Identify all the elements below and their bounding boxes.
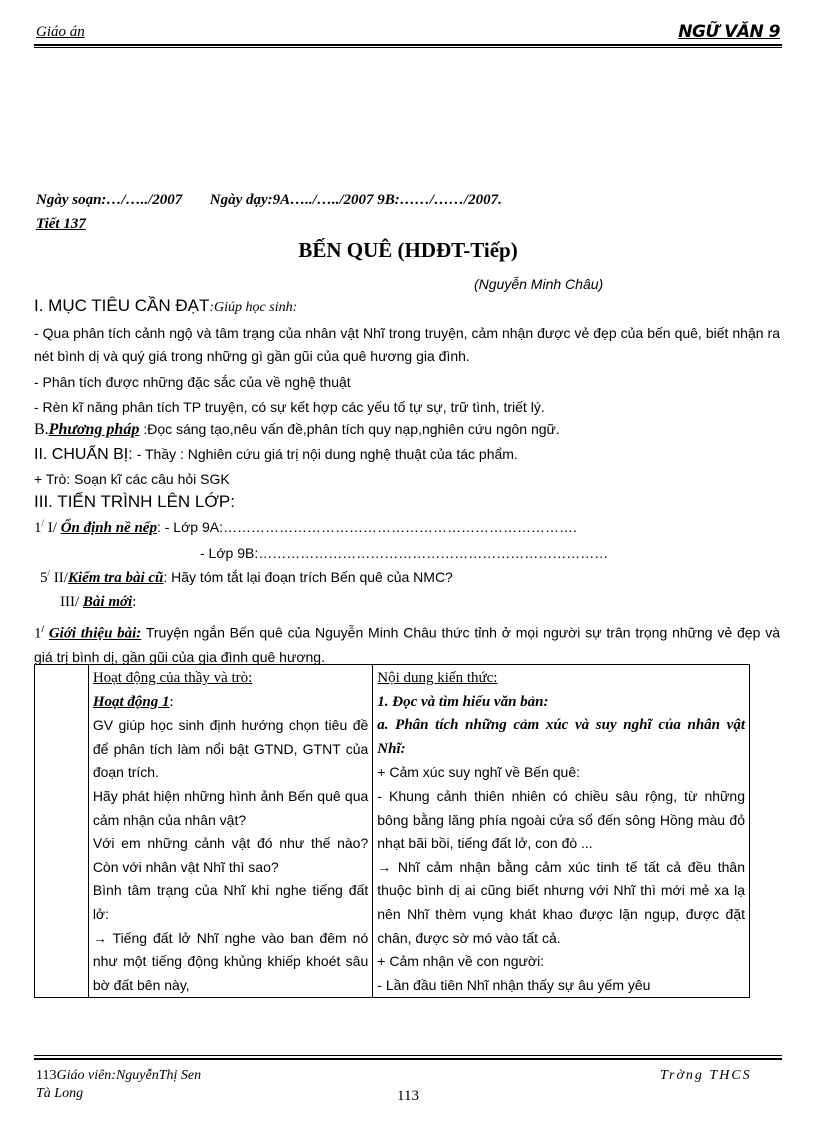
lesson-number: Tiết 137	[36, 216, 86, 232]
section1-heading-line	[34, 296, 297, 316]
col2-subheading-tail: :	[169, 693, 174, 710]
header-right: NGỮ VĂN 9	[678, 22, 780, 42]
step1-title: Ổn định nề nếp	[60, 520, 157, 536]
sectionB-label: B.	[34, 421, 49, 438]
col3-heading-2: a. Phân tích những cảm xúc và suy nghĩ của nhân vật Nhĩ:	[377, 717, 745, 757]
col2-line: GV giúp học sinh định hướng chọn tiêu đề để phân tích làm nổi bật GTND, GTNT của đoạn trích.	[92, 717, 369, 781]
footer-page-left: 113	[36, 1068, 57, 1083]
col3-line: → Nhĩ cảm nhận bằng cảm xúc tinh tế tất cả đều thân thuộc bình dị ai cũng biết nhưng với Nhĩ thì mới mẻ xa lạ nên Nhĩ thèm vụng khát khao được lặn ngụp, được đặt chân, được sờ mó vào tất cả.	[377, 858, 745, 946]
section3-heading: III. TIẾN TRÌNH LÊN LỚP:	[34, 492, 235, 511]
footer-page-number: 113	[397, 1088, 419, 1104]
table-cell-time	[35, 665, 89, 998]
step1-sup: /	[41, 518, 45, 528]
intro-title: Giới thiệu bài:	[48, 625, 142, 642]
table-row	[35, 665, 750, 998]
step3-roman: III/	[60, 594, 80, 610]
step1-class-9b: - Lớp 9B:…………………………………………………………………	[200, 545, 609, 561]
step2-roman: II/	[50, 570, 68, 586]
footer-rule	[34, 1058, 782, 1060]
date-soan: Ngày soạn:…/…../2007	[36, 192, 183, 208]
step1-class-9a: : - Lớp 9A:………………………………………………………………….	[156, 519, 577, 535]
date-day: Ngày dạy:9A…../…../2007	[209, 192, 374, 208]
footer-teacher: Giáo viên:NguyễnThị Sen	[56, 1068, 202, 1083]
footer-rule-thin	[34, 1055, 782, 1056]
section1-objective-3: - Rèn kĩ năng phân tích TP truyện, có sự kết hợp các yếu tố tự sự, trữ tình, triết lý.	[34, 399, 545, 415]
col3-line: - Lần đầu tiên Nhĩ nhận thấy sự âu yếm yêu	[377, 976, 651, 993]
step1-num: 1	[34, 520, 42, 536]
sectionB-text: :Đọc sáng tạo,nêu vấn đề,phân tích quy nạp,nghiên cứu ngôn ngữ.	[143, 421, 560, 437]
section1-objective-2: - Phân tích được những đặc sắc của về nghệ thuật	[34, 374, 351, 390]
step3-line	[60, 594, 136, 611]
col3-line: + Cảm nhận về con người:	[377, 953, 545, 970]
step2-sup: /	[47, 568, 51, 578]
step2-line	[40, 568, 453, 587]
footer-teacher-line	[36, 1068, 201, 1084]
step2-title: Kiểm tra bài cũ	[67, 570, 164, 586]
section2-teacher: - Thầy : Nghiên cứu giá trị nội dung nghệ thuật của tác phẩm.	[136, 446, 518, 462]
section2-student: + Trò: Soạn kĩ các câu hỏi SGK	[34, 471, 230, 487]
header-rule-thin	[34, 47, 782, 48]
intro-text: Truyện ngắn Bến quê của Nguyễn Minh Châu thức tỉnh ở mọi người sự trân trọng những vẻ đẹp và giá trị bình dị, gần gũi của gia đình quê hương.	[34, 624, 780, 665]
col2-line: → Tiếng đất lở Nhĩ nghe vào ban đêm nó như một tiếng động khủng khiếp khoét sâu bờ đất bên này,	[92, 929, 369, 993]
intro-num: 1	[34, 625, 42, 642]
section1-objective-1: - Qua phân tích cảnh ngộ và tâm trạng của nhân vật Nhĩ trong truyện, cảm nhận được vẻ đẹp của bến quê, biết nhận ra nét bình dị và quý giá trong những gì gần gũi của quê hương gia đình.	[34, 325, 780, 364]
col3-heading-1: 1. Đọc và tìm hiểu văn bản:	[377, 693, 549, 710]
sectionB-heading: Phương pháp	[48, 421, 140, 438]
step2-num: 5	[40, 570, 48, 586]
col2-subheading: Hoạt động 1	[92, 693, 170, 710]
date-9b: 9B:……/……/2007.	[377, 192, 502, 208]
col3-line: + Cảm xúc suy nghĩ về Bến quê:	[377, 764, 580, 781]
section1-sub: :Giúp học sinh:	[209, 300, 298, 315]
footer-school: Trờng THCS	[660, 1068, 752, 1083]
col2-heading: Hoạt động của thầy và trò:	[92, 670, 253, 686]
step1-roman: I/	[44, 520, 57, 536]
col2-subheading-line	[93, 691, 368, 715]
col3-heading: Nội dung kiến thức:	[377, 670, 498, 686]
col2-line: Bình tâm trạng của Nhĩ khi nghe tiếng đất lở:	[92, 882, 369, 922]
header-left: Giáo án	[36, 24, 85, 40]
date-line	[36, 192, 502, 209]
intro-sup: /	[41, 624, 45, 634]
page-title: BẾN QUÊ (HDĐT-Tiếp)	[298, 238, 518, 262]
lesson-table	[34, 664, 750, 998]
footer-place: Tà Long	[36, 1086, 84, 1101]
col2-line: Với em những cảnh vật đó như thế nào? Còn với nhân vật Nhĩ thì sao?	[92, 835, 369, 875]
step1-line	[34, 518, 577, 537]
section2-line	[34, 446, 518, 464]
table-cell-activities	[88, 665, 372, 998]
col3-line: - Khung cảnh thiên nhiên có chiều sâu rộng, từ những bông bằng lăng phía ngoài cửa sổ đến sông Hồng màu đỏ nhạt bãi bồi, tiếng đất lở, con đò ...	[377, 787, 745, 852]
section1-heading: I. MỤC TIÊU CẦN ĐẠT	[34, 296, 210, 315]
sectionB-line	[34, 421, 560, 439]
step3-text: :	[132, 594, 137, 610]
author: (Nguyễn Minh Châu)	[474, 276, 604, 292]
step2-text: : Hãy tóm tắt lại đoạn trích Bến quê của NMC?	[163, 569, 453, 585]
intro-paragraph	[34, 618, 780, 669]
step3-title: Bài mới	[82, 594, 133, 610]
section2-heading: II. CHUẨN BỊ:	[34, 446, 133, 463]
col2-line: Hãy phát hiện những hình ảnh Bến quê qua cảm nhận của nhân vật?	[92, 787, 369, 828]
table-cell-content	[373, 665, 750, 998]
header-rule	[34, 44, 782, 46]
